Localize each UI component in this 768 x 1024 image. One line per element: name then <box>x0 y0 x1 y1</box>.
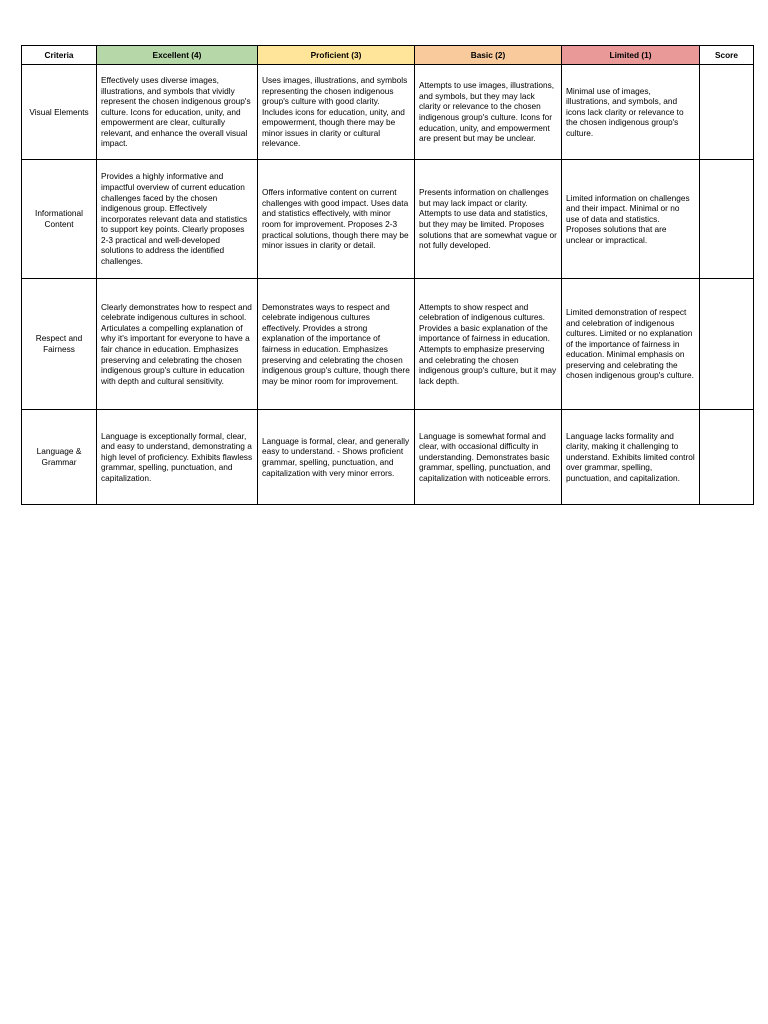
header-limited: Limited (1) <box>562 46 700 65</box>
basic-cell: Language is somewhat formal and clear, with occasional difficulty in understanding. Demonstrates basic grammar, spelling, punctuation, and capitalization with noticeable errors. <box>415 410 562 505</box>
table-row <box>22 279 754 410</box>
score-cell[interactable] <box>700 279 754 410</box>
header-score: Score <box>700 46 754 65</box>
excellent-cell: Effectively uses diverse images, illustrations, and symbols that vividly represent the chosen indigenous group's culture. Icons for education, unity, and empowerment are clear, culturally relevant, and enhance the overall visual impact. <box>97 65 258 160</box>
score-cell[interactable] <box>700 410 754 505</box>
criteria-cell: Language & Grammar <box>22 410 97 505</box>
score-cell[interactable] <box>700 160 754 279</box>
table-row <box>22 410 754 505</box>
proficient-cell: Demonstrates ways to respect and celebrate indigenous cultures effectively. Provides a strong explanation of the importance of fairness in education. Emphasizes preserving and celebrating the chosen indigenous group's culture, though there may be minor room for improvement. <box>258 279 415 410</box>
table-row <box>22 160 754 279</box>
basic-cell: Presents information on challenges but may lack impact or clarity. Attempts to use data and statistics, but they may be limited. Proposes solutions that are somewhat vague or not fully developed. <box>415 160 562 279</box>
limited-cell: Limited demonstration of respect and celebration of indigenous cultures. Limited or no explanation of the importance of fairness in education. Minimal emphasis on preserving and celebrating the chosen indigenous group's culture. <box>562 279 700 410</box>
table-row <box>22 65 754 160</box>
criteria-cell: Respect and Fairness <box>22 279 97 410</box>
criteria-cell: Informational Content <box>22 160 97 279</box>
rubric-table <box>21 45 754 505</box>
header-proficient: Proficient (3) <box>258 46 415 65</box>
criteria-cell: Visual Elements <box>22 65 97 160</box>
proficient-cell: Offers informative content on current challenges with good impact. Uses data and statistics effectively, with minor room for improvement. Proposes 2-3 practical solutions, though there may be minor issues in clarity or detail. <box>258 160 415 279</box>
excellent-cell: Language is exceptionally formal, clear, and easy to understand, demonstrating a high level of proficiency. Exhibits flawless grammar, spelling, punctuation, and capitalization. <box>97 410 258 505</box>
limited-cell: Minimal use of images, illustrations, and symbols, and icons lack clarity or relevance to the chosen indigenous group's culture. <box>562 65 700 160</box>
header-excellent: Excellent (4) <box>97 46 258 65</box>
header-criteria: Criteria <box>22 46 97 65</box>
excellent-cell: Clearly demonstrates how to respect and celebrate indigenous cultures in school. Articulates a compelling explanation of why it's important for everyone to have a fair chance in education. Emphasizes preserving and celebrating the chosen indigenous group's culture in education with depth and cultural sensitivity. <box>97 279 258 410</box>
proficient-cell: Language is formal, clear, and generally easy to understand. - Shows proficient grammar, spelling, punctuation, and capitalization with very minor errors. <box>258 410 415 505</box>
basic-cell: Attempts to use images, illustrations, and symbols, but they may lack clarity or relevance to the chosen indigenous group's culture. Icons for education, unity, and empowerment are present but may be unclear. <box>415 65 562 160</box>
header-row <box>22 46 754 65</box>
limited-cell: Language lacks formality and clarity, making it challenging to understand. Exhibits limited control over grammar, spelling, punctuation, and capitalization. <box>562 410 700 505</box>
excellent-cell: Provides a highly informative and impactful overview of current education challenges faced by the chosen indigenous group. Effectively incorporates relevant data and statistics to support key points. Clearly proposes 2-3 practical and well-developed solutions to address the identified challenges. <box>97 160 258 279</box>
proficient-cell: Uses images, illustrations, and symbols representing the chosen indigenous group's culture with good clarity. Includes icons for education, unity, and empowerment, though there may be minor issues in clarity or cultural relevance. <box>258 65 415 160</box>
basic-cell: Attempts to show respect and celebration of indigenous cultures. Provides a basic explanation of the importance of fairness in education. Attempts to emphasize preserving and celebrating the chosen indigenous group's culture, but it may lack depth. <box>415 279 562 410</box>
score-cell[interactable] <box>700 65 754 160</box>
header-basic: Basic (2) <box>415 46 562 65</box>
limited-cell: Limited information on challenges and their impact. Minimal or no use of data and statistics. Proposes solutions that are unclear or impractical. <box>562 160 700 279</box>
